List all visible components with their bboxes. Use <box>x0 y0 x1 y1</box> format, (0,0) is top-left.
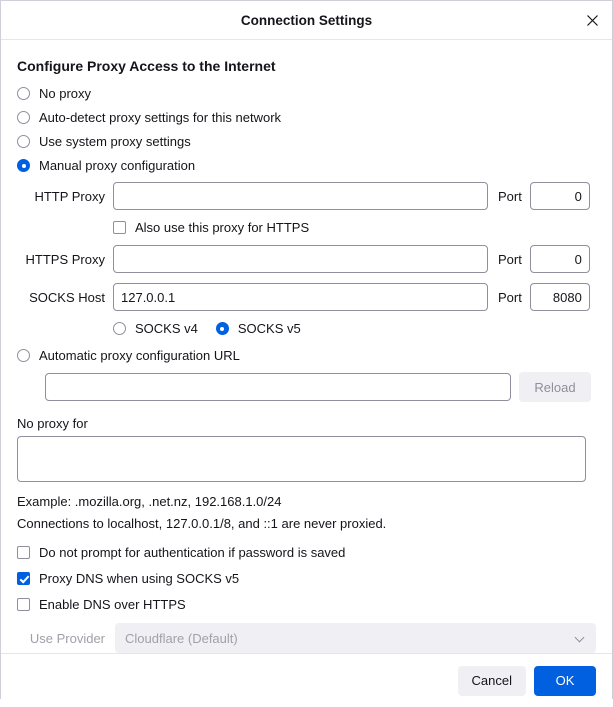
https-port-label: Port <box>498 251 522 267</box>
socks-host-label: SOCKS Host <box>29 289 105 305</box>
dialog-titlebar <box>1 1 612 40</box>
also-use-for-https-row[interactable] <box>113 220 596 235</box>
dialog-title: Connection Settings <box>240 12 373 28</box>
checkbox-proxy-dns-socks5-label: Proxy DNS when using SOCKS v5 <box>39 571 240 586</box>
radio-manual-proxy[interactable] <box>17 158 596 173</box>
dialog-content <box>1 40 612 653</box>
no-proxy-for-label: No proxy for <box>17 416 88 431</box>
radio-indicator <box>113 322 126 335</box>
http-port-label: Port <box>498 188 522 204</box>
radio-pac-url-label: Automatic proxy configuration URL <box>39 348 240 363</box>
no-proxy-for-input[interactable] <box>17 436 586 482</box>
no-proxy-note: Connections to localhost, 127.0.0.1/8, and ::1 are never proxied. <box>17 516 387 531</box>
page-title: Configure Proxy Access to the Internet <box>17 58 276 74</box>
socks-host-input[interactable] <box>113 283 488 311</box>
http-proxy-input[interactable] <box>113 182 488 210</box>
radio-manual-proxy-label: Manual proxy configuration <box>39 158 196 173</box>
radio-system-proxy-label: Use system proxy settings <box>39 134 191 149</box>
checkbox-indicator <box>17 546 30 559</box>
checkbox-no-auth-prompt[interactable] <box>17 545 596 560</box>
radio-socks-v5[interactable] <box>216 321 301 336</box>
radio-auto-detect-label: Auto-detect proxy settings for this network <box>39 110 282 125</box>
checkbox-indicator <box>113 221 126 234</box>
checkbox-indicator <box>17 572 30 585</box>
checkbox-enable-doh-label: Enable DNS over HTTPS <box>39 597 186 612</box>
radio-indicator <box>17 349 30 362</box>
https-port-input[interactable] <box>530 245 590 273</box>
pac-url-input[interactable] <box>45 373 511 401</box>
radio-indicator <box>17 159 30 172</box>
doh-provider-select[interactable] <box>115 623 596 653</box>
socks-port-input[interactable] <box>530 283 590 311</box>
pac-url-row <box>45 372 596 402</box>
checkbox-proxy-dns-socks5[interactable] <box>17 571 596 586</box>
doh-provider-value: Cloudflare (Default) <box>125 630 238 646</box>
doh-provider-label: Use Provider <box>29 630 105 646</box>
options-group <box>17 545 596 612</box>
radio-system-proxy[interactable] <box>17 134 596 149</box>
http-proxy-label: HTTP Proxy <box>34 188 105 204</box>
radio-pac-url[interactable] <box>17 348 596 363</box>
doh-provider-row <box>17 623 596 653</box>
http-port-input[interactable] <box>530 182 590 210</box>
reload-button[interactable]: Reload <box>519 372 591 402</box>
chevron-down-icon <box>576 633 586 643</box>
checkbox-enable-doh[interactable] <box>17 597 596 612</box>
radio-indicator <box>17 111 30 124</box>
also-use-for-https-label: Also use this proxy for HTTPS <box>135 220 310 235</box>
radio-socks-v4-label: SOCKS v4 <box>135 321 198 336</box>
close-icon[interactable] <box>580 8 604 32</box>
radio-no-proxy[interactable] <box>17 86 596 101</box>
socks-version-group <box>113 321 596 336</box>
radio-no-proxy-label: No proxy <box>39 86 92 101</box>
https-proxy-input[interactable] <box>113 245 488 273</box>
https-proxy-label: HTTPS Proxy <box>25 251 105 267</box>
http-proxy-row <box>17 182 596 210</box>
radio-socks-v5-label: SOCKS v5 <box>237 321 301 336</box>
socks-port-label: Port <box>498 289 522 305</box>
radio-indicator <box>17 87 30 100</box>
radio-auto-detect[interactable] <box>17 110 596 125</box>
radio-socks-v4[interactable] <box>113 321 198 336</box>
checkbox-indicator <box>17 598 30 611</box>
https-proxy-row <box>17 245 596 273</box>
socks-host-row <box>17 283 596 311</box>
cancel-button[interactable]: Cancel <box>458 666 526 696</box>
radio-indicator <box>17 135 30 148</box>
no-proxy-example: Example: .mozilla.org, .net.nz, 192.168.1.0/24 <box>17 494 282 509</box>
ok-button[interactable]: OK <box>534 666 596 696</box>
radio-indicator <box>216 322 229 335</box>
checkbox-no-auth-prompt-label: Do not prompt for authentication if password is saved <box>39 545 346 560</box>
